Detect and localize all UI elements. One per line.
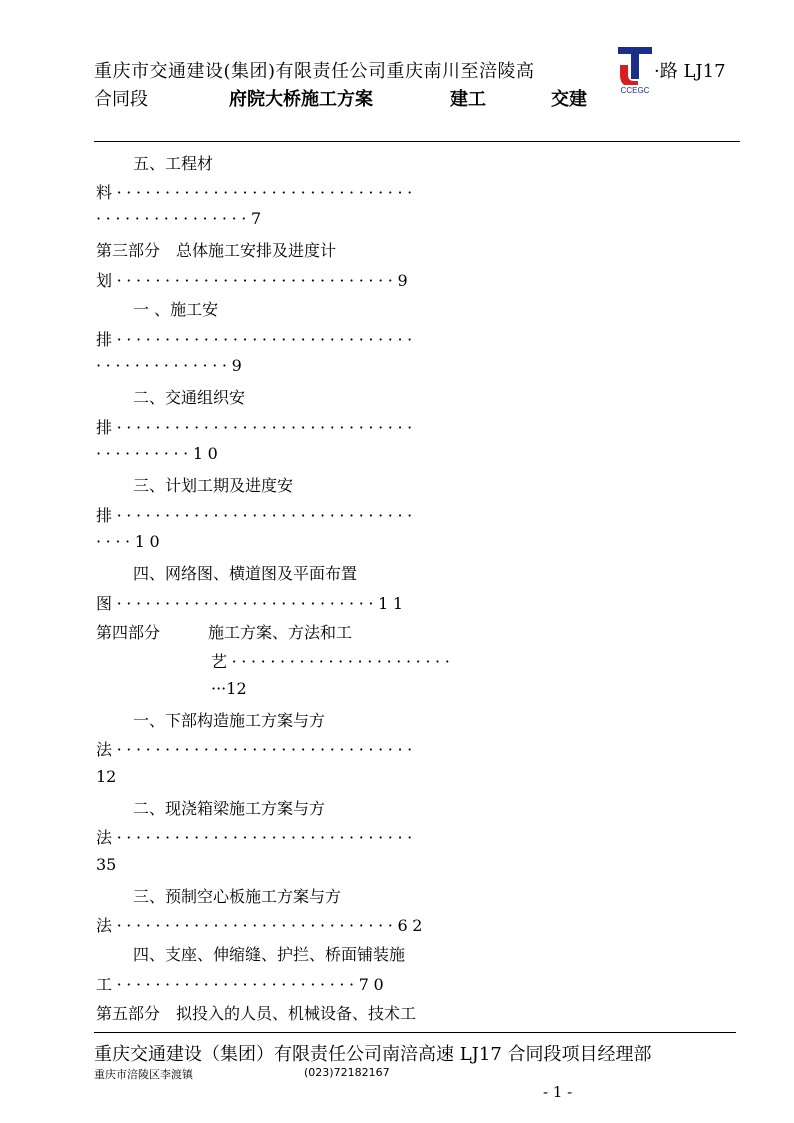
header-plan-title: 府院大桥施工方案 — [229, 89, 373, 110]
toc-line: 三、预制空心板施工方案与方 — [133, 887, 342, 906]
toc-line: 排······························· — [96, 506, 417, 525]
toc-line: 艺······················· — [211, 652, 455, 671]
toc-line: 法·····························62 — [96, 916, 428, 935]
toc-line: 法······························· — [96, 828, 417, 847]
toc-line: 第五部分 拟投入的人员、机械设备、技术工 — [96, 1004, 417, 1023]
page-number: - 1 - — [543, 1083, 573, 1101]
toc-line: 一、下部构造施工方案与方 — [133, 711, 326, 730]
toc-line: 第三部分 总体施工安排及进度计 — [96, 241, 337, 260]
toc-line: 排······························· — [96, 330, 417, 349]
toc-line: 三、计划工期及进度安 — [133, 476, 294, 495]
toc-line: 二、交通组织安 — [133, 388, 246, 407]
header-tag-jiaojian: 交建 — [551, 89, 587, 110]
toc-line: ················7 — [96, 209, 266, 228]
toc-line: 五、工程材 — [133, 154, 214, 173]
header-line1-tail: ·路 LJ17 — [654, 61, 726, 82]
toc-line: 四、网络图、横道图及平面布置 — [133, 564, 358, 583]
toc-line: ····10 — [96, 532, 165, 551]
toc-line: 12 — [96, 767, 117, 786]
toc-line: 一 、施工安 — [133, 300, 219, 319]
toc-line: ··············9 — [96, 356, 247, 375]
toc-line: 二、现浇箱梁施工方案与方 — [133, 799, 326, 818]
footer-company: 重庆交通建设（集团）有限责任公司南涪高速 LJ17 合同段项目经理部 — [94, 1044, 652, 1065]
toc-line: 35 — [96, 855, 117, 874]
toc-line: 料······························· — [96, 183, 417, 202]
toc-line: 排······························· — [96, 418, 417, 437]
toc-line: 图···························11 — [96, 594, 408, 613]
footer-phone: (023)72182167 — [304, 1066, 390, 1079]
toc-line: 第四部分 施工方案、方法和工 — [96, 623, 353, 642]
toc-line: 工·························70 — [96, 975, 389, 994]
toc-line: ··········10 — [96, 444, 223, 463]
toc-line: ···12 — [211, 679, 247, 698]
toc-line: 法······························· — [96, 740, 417, 759]
footer-address: 重庆市涪陵区李渡镇 — [94, 1068, 193, 1081]
logo-text: CCEGC — [620, 86, 650, 95]
header-tag-jiangong: 建工 — [450, 89, 486, 110]
footer-divider — [94, 1032, 736, 1033]
ccegc-logo-icon — [614, 45, 656, 95]
company-logo — [614, 45, 656, 95]
header-contract-section: 合同段 — [94, 89, 148, 110]
toc-line: 四、支座、伸缩缝、护拦、桥面铺装施 — [133, 945, 406, 964]
toc-line: 划·····························9 — [96, 271, 413, 290]
header-divider — [94, 141, 740, 142]
header-line1: 重庆市交通建设(集团)有限责任公司重庆南川至涪陵高 — [94, 61, 535, 82]
